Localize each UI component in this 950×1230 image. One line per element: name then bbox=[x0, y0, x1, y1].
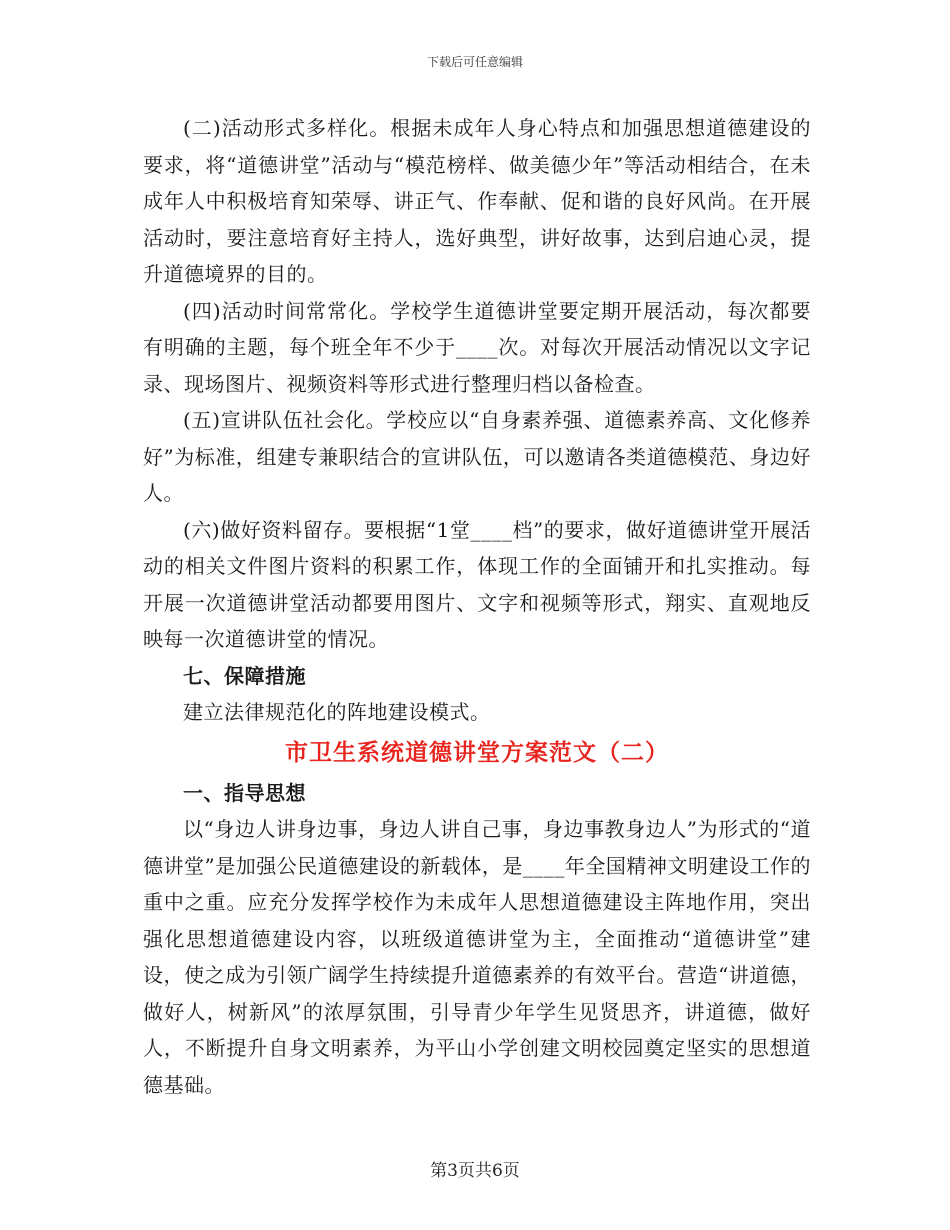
paragraph-lecture-team: (五)宣讲队伍社会化。学校应以“自身素养强、道德素养高、文化修养好”为标准，组建专兼职结合的宣讲队伍，可以邀请各类道德模范、身边好人。 bbox=[143, 408, 811, 505]
paragraph-activity-time: (四)活动时间常常化。学校学生道德讲堂要定期开展活动，每次都要有明确的主题，每个班全年不少于____次。对每次开展活动情况以文字记录、现场图片、视频资料等形式进行整理归档以备检查。 bbox=[143, 298, 811, 396]
heading-safeguards: 七、保障措施 bbox=[183, 663, 306, 688]
heading-guiding-ideology: 一、指导思想 bbox=[183, 780, 306, 805]
paragraph-guiding-ideology: 以“身边人讲身边事，身边人讲自己事，身边事教身边人”为形式的“道德讲堂”是加强公民道德建设的新载体，是____年全国精神文明建设工作的重中之重。应充分发挥学校作为未成年人思想道德建设主阵地作用，突出强化思想道德建设内容，以班级道德讲堂为主，全面推动“道德讲堂”建设，使之成为引领广阔学生持续提升道德素养的有效平台。营造“讲道德，做好人，树新风”的浓厚氛围，引导青少年学生见贤思齐，讲道德，做好人，不断提升自身文明素养，为平山小学创建文明校园奠定坚实的思想道德基础。 bbox=[143, 817, 811, 1097]
paragraph-legal-model: 建立法律规范化的阵地建设模式。 bbox=[183, 700, 491, 724]
paragraph-activity-forms: (二)活动形式多样化。根据未成年人身心特点和加强思想道德建设的要求，将“道德讲堂”活动与“模范榜样、做美德少年”等活动相结合，在未成年人中积极培育知荣辱、讲正气、作奉献、促和谐的良好风尚。在开展活动时，要注意培育好主持人，选好典型，讲好故事，达到启迪心灵，提升道德境界的目的。 bbox=[143, 116, 811, 286]
paragraph-records-keeping: (六)做好资料留存。要根据“1堂____档”的要求，做好道德讲堂开展活动的相关文件图片资料的积累工作，体现工作的全面铺开和扎实推动。每开展一次道德讲堂活动都要用图片、文字和视频等形式，翔实、直观地反映每一次道德讲堂的情况。 bbox=[143, 517, 811, 651]
page-number: 第3页共6页 bbox=[430, 1161, 520, 1181]
section-title: 市卫生系统道德讲堂方案范文（二） bbox=[285, 739, 669, 766]
document-body bbox=[143, 110, 811, 1103]
page-header-note: 下载后可任意编辑 bbox=[426, 55, 523, 69]
